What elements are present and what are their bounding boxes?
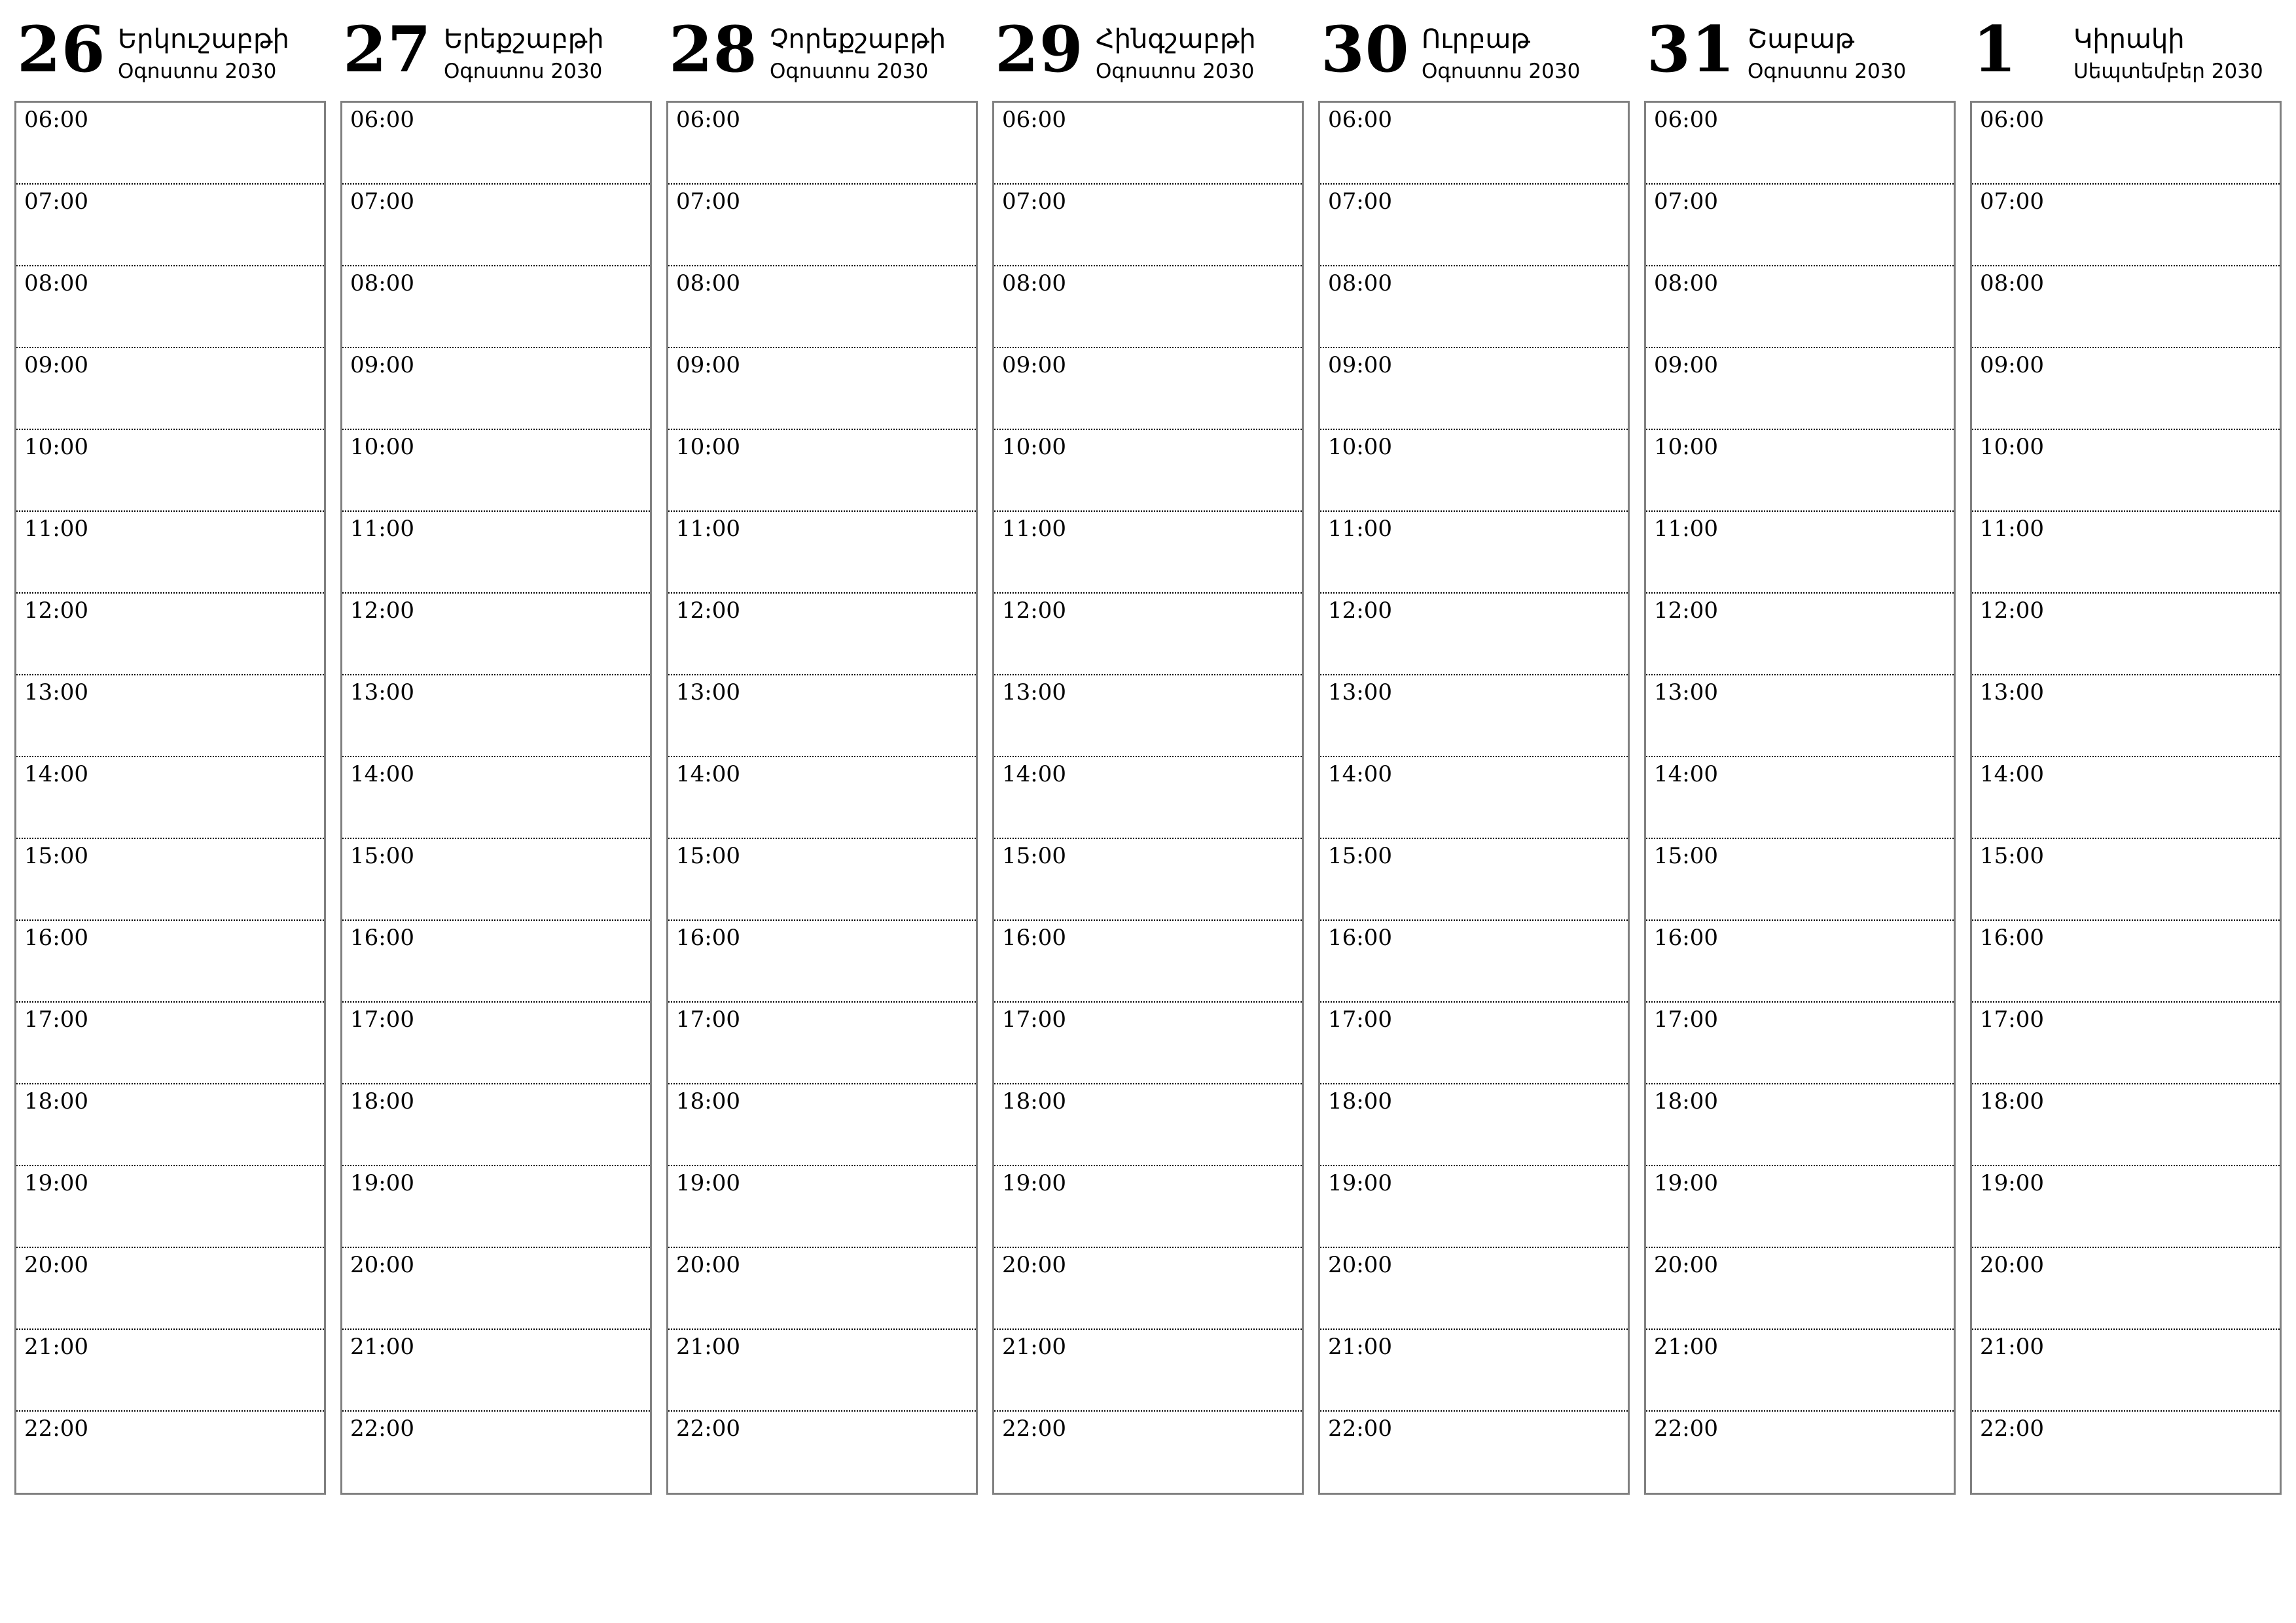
time-label: 11:00 bbox=[350, 516, 414, 542]
day-column bbox=[1318, 13, 1630, 1499]
time-slot[interactable] bbox=[16, 430, 324, 512]
time-slot[interactable] bbox=[1646, 594, 1954, 675]
time-label: 18:00 bbox=[676, 1088, 740, 1115]
time-label: 13:00 bbox=[676, 679, 740, 705]
time-label: 14:00 bbox=[676, 761, 740, 787]
time-slot[interactable] bbox=[994, 594, 1302, 675]
time-label: 19:00 bbox=[350, 1170, 414, 1196]
weekly-planner bbox=[14, 13, 2283, 1499]
time-label: 18:00 bbox=[1980, 1088, 2044, 1115]
time-slot[interactable] bbox=[342, 103, 650, 185]
time-label: 16:00 bbox=[24, 925, 88, 951]
time-slot[interactable] bbox=[1972, 757, 2280, 839]
time-slot[interactable] bbox=[342, 757, 650, 839]
time-slot[interactable] bbox=[1320, 430, 1628, 512]
time-label: 13:00 bbox=[350, 679, 414, 705]
time-label: 21:00 bbox=[1980, 1334, 2044, 1360]
day-header bbox=[992, 13, 1304, 101]
time-slot[interactable] bbox=[994, 512, 1302, 594]
time-slot[interactable] bbox=[994, 921, 1302, 1003]
time-label: 21:00 bbox=[676, 1334, 740, 1360]
time-label: 13:00 bbox=[1980, 679, 2044, 705]
time-slot[interactable] bbox=[1972, 348, 2280, 430]
day-header bbox=[666, 13, 978, 101]
time-slot[interactable] bbox=[994, 266, 1302, 348]
time-label: 16:00 bbox=[1328, 925, 1392, 951]
time-label: 14:00 bbox=[1654, 761, 1718, 787]
time-slot[interactable] bbox=[994, 348, 1302, 430]
time-label: 21:00 bbox=[1002, 1334, 1066, 1360]
day-name: Կիրակի bbox=[2073, 24, 2185, 54]
time-label: 07:00 bbox=[1980, 188, 2044, 215]
time-slot[interactable] bbox=[342, 430, 650, 512]
time-label: 09:00 bbox=[1328, 352, 1392, 378]
time-label: 12:00 bbox=[1980, 597, 2044, 624]
time-label: 09:00 bbox=[1002, 352, 1066, 378]
time-slot[interactable] bbox=[1972, 675, 2280, 757]
time-slot[interactable] bbox=[1320, 1248, 1628, 1330]
time-slot[interactable] bbox=[994, 1412, 1302, 1493]
time-label: 12:00 bbox=[350, 597, 414, 624]
time-slot[interactable] bbox=[1972, 1003, 2280, 1084]
day-number: 31 bbox=[1647, 12, 1736, 86]
time-slot[interactable] bbox=[1972, 1166, 2280, 1248]
day-name: Երեքշաբթի bbox=[444, 24, 604, 54]
time-label: 19:00 bbox=[1654, 1170, 1718, 1196]
time-slot[interactable] bbox=[668, 1330, 976, 1412]
day-number: 29 bbox=[995, 12, 1084, 86]
time-slot[interactable] bbox=[668, 757, 976, 839]
time-label: 14:00 bbox=[350, 761, 414, 787]
time-slot[interactable] bbox=[16, 103, 324, 185]
time-slot[interactable] bbox=[994, 1003, 1302, 1084]
time-slot[interactable] bbox=[342, 921, 650, 1003]
time-slot[interactable] bbox=[1972, 1248, 2280, 1330]
time-slot[interactable] bbox=[1320, 757, 1628, 839]
time-slot[interactable] bbox=[668, 1248, 976, 1330]
time-label: 07:00 bbox=[24, 188, 88, 215]
time-label: 16:00 bbox=[676, 925, 740, 951]
time-label: 11:00 bbox=[1654, 516, 1718, 542]
time-label: 09:00 bbox=[24, 352, 88, 378]
time-slot[interactable] bbox=[16, 185, 324, 266]
time-label: 15:00 bbox=[676, 843, 740, 869]
time-label: 09:00 bbox=[1980, 352, 2044, 378]
time-slot[interactable] bbox=[16, 1248, 324, 1330]
time-slot[interactable] bbox=[16, 512, 324, 594]
time-slot[interactable] bbox=[16, 1330, 324, 1412]
day-number: 27 bbox=[343, 12, 432, 86]
day-header bbox=[1644, 13, 1956, 101]
time-slot[interactable] bbox=[342, 1003, 650, 1084]
time-slot[interactable] bbox=[16, 1166, 324, 1248]
time-slot[interactable] bbox=[994, 839, 1302, 921]
time-label: 11:00 bbox=[1328, 516, 1392, 542]
time-label: 15:00 bbox=[350, 843, 414, 869]
time-label: 06:00 bbox=[676, 107, 740, 133]
time-slot[interactable] bbox=[994, 757, 1302, 839]
time-slot[interactable] bbox=[1972, 1412, 2280, 1493]
day-month-year: Օգոստոս 2030 bbox=[770, 60, 929, 83]
time-slot[interactable] bbox=[994, 185, 1302, 266]
time-label: 14:00 bbox=[1002, 761, 1066, 787]
time-label: 08:00 bbox=[1328, 270, 1392, 296]
time-slot[interactable] bbox=[1972, 1330, 2280, 1412]
time-label: 22:00 bbox=[1002, 1416, 1066, 1442]
time-label: 06:00 bbox=[1002, 107, 1066, 133]
time-slot[interactable] bbox=[1320, 185, 1628, 266]
day-schedule bbox=[14, 101, 326, 1495]
time-label: 19:00 bbox=[1980, 1170, 2044, 1196]
time-slot[interactable] bbox=[342, 1084, 650, 1166]
time-label: 08:00 bbox=[24, 270, 88, 296]
time-label: 18:00 bbox=[1654, 1088, 1718, 1115]
time-label: 16:00 bbox=[1654, 925, 1718, 951]
time-slot[interactable] bbox=[668, 1084, 976, 1166]
time-label: 17:00 bbox=[24, 1007, 88, 1033]
time-label: 14:00 bbox=[24, 761, 88, 787]
time-label: 20:00 bbox=[24, 1252, 88, 1278]
time-slot[interactable] bbox=[342, 594, 650, 675]
day-month-year: Օգոստոս 2030 bbox=[1748, 60, 1907, 83]
time-slot[interactable] bbox=[1646, 1084, 1954, 1166]
time-slot[interactable] bbox=[668, 675, 976, 757]
time-label: 17:00 bbox=[350, 1007, 414, 1033]
time-label: 13:00 bbox=[24, 679, 88, 705]
time-slot[interactable] bbox=[16, 266, 324, 348]
time-label: 18:00 bbox=[350, 1088, 414, 1115]
time-label: 19:00 bbox=[1328, 1170, 1392, 1196]
time-label: 22:00 bbox=[1328, 1416, 1392, 1442]
time-slot[interactable] bbox=[1646, 512, 1954, 594]
time-slot[interactable] bbox=[668, 921, 976, 1003]
time-slot[interactable] bbox=[1320, 594, 1628, 675]
day-schedule bbox=[666, 101, 978, 1495]
time-slot[interactable] bbox=[1646, 1330, 1954, 1412]
time-label: 21:00 bbox=[350, 1334, 414, 1360]
time-slot[interactable] bbox=[668, 103, 976, 185]
time-label: 07:00 bbox=[1002, 188, 1066, 215]
day-column bbox=[340, 13, 652, 1499]
time-slot[interactable] bbox=[342, 266, 650, 348]
time-label: 12:00 bbox=[1328, 597, 1392, 624]
time-slot[interactable] bbox=[1972, 594, 2280, 675]
time-slot[interactable] bbox=[1646, 1412, 1954, 1493]
time-slot[interactable] bbox=[1972, 839, 2280, 921]
time-slot[interactable] bbox=[1646, 757, 1954, 839]
day-number: 30 bbox=[1321, 12, 1410, 86]
time-label: 08:00 bbox=[1654, 270, 1718, 296]
time-label: 21:00 bbox=[24, 1334, 88, 1360]
time-label: 22:00 bbox=[24, 1416, 88, 1442]
time-slot[interactable] bbox=[1320, 839, 1628, 921]
day-column bbox=[992, 13, 1304, 1499]
time-label: 15:00 bbox=[24, 843, 88, 869]
time-label: 19:00 bbox=[24, 1170, 88, 1196]
time-label: 06:00 bbox=[1328, 107, 1392, 133]
day-column bbox=[1970, 13, 2282, 1499]
time-label: 19:00 bbox=[676, 1170, 740, 1196]
time-slot[interactable] bbox=[668, 839, 976, 921]
time-label: 09:00 bbox=[676, 352, 740, 378]
time-label: 13:00 bbox=[1002, 679, 1066, 705]
time-label: 13:00 bbox=[1654, 679, 1718, 705]
time-label: 13:00 bbox=[1328, 679, 1392, 705]
time-slot[interactable] bbox=[668, 185, 976, 266]
time-label: 20:00 bbox=[1002, 1252, 1066, 1278]
time-slot[interactable] bbox=[1320, 1166, 1628, 1248]
time-label: 09:00 bbox=[350, 352, 414, 378]
time-slot[interactable] bbox=[668, 1003, 976, 1084]
time-slot[interactable] bbox=[1646, 348, 1954, 430]
time-label: 20:00 bbox=[676, 1252, 740, 1278]
time-slot[interactable] bbox=[16, 1084, 324, 1166]
day-name: Հինգշաբթի bbox=[1096, 24, 1256, 54]
time-label: 07:00 bbox=[350, 188, 414, 215]
time-slot[interactable] bbox=[1972, 103, 2280, 185]
time-slot[interactable] bbox=[1972, 266, 2280, 348]
time-slot[interactable] bbox=[668, 266, 976, 348]
time-slot[interactable] bbox=[994, 1330, 1302, 1412]
time-label: 18:00 bbox=[1002, 1088, 1066, 1115]
time-label: 20:00 bbox=[1328, 1252, 1392, 1278]
time-slot[interactable] bbox=[342, 1330, 650, 1412]
time-slot[interactable] bbox=[16, 1003, 324, 1084]
time-label: 17:00 bbox=[1654, 1007, 1718, 1033]
time-slot[interactable] bbox=[16, 757, 324, 839]
time-label: 11:00 bbox=[24, 516, 88, 542]
day-schedule bbox=[1644, 101, 1956, 1495]
time-slot[interactable] bbox=[668, 348, 976, 430]
time-label: 17:00 bbox=[676, 1007, 740, 1033]
time-label: 17:00 bbox=[1980, 1007, 2044, 1033]
time-slot[interactable] bbox=[1320, 512, 1628, 594]
time-label: 10:00 bbox=[1328, 434, 1392, 460]
time-label: 08:00 bbox=[350, 270, 414, 296]
time-slot[interactable] bbox=[668, 1166, 976, 1248]
time-slot[interactable] bbox=[994, 1166, 1302, 1248]
day-column bbox=[1644, 13, 1956, 1499]
time-slot[interactable] bbox=[16, 921, 324, 1003]
time-slot[interactable] bbox=[342, 185, 650, 266]
day-schedule bbox=[1318, 101, 1630, 1495]
time-label: 10:00 bbox=[350, 434, 414, 460]
time-slot[interactable] bbox=[1646, 675, 1954, 757]
time-label: 15:00 bbox=[1328, 843, 1392, 869]
time-label: 06:00 bbox=[1654, 107, 1718, 133]
time-slot[interactable] bbox=[1320, 675, 1628, 757]
time-slot[interactable] bbox=[342, 348, 650, 430]
time-slot[interactable] bbox=[1972, 921, 2280, 1003]
time-label: 07:00 bbox=[1328, 188, 1392, 215]
time-slot[interactable] bbox=[1646, 185, 1954, 266]
day-month-year: Օգոստոս 2030 bbox=[1422, 60, 1581, 83]
time-slot[interactable] bbox=[668, 594, 976, 675]
time-slot[interactable] bbox=[342, 1248, 650, 1330]
time-label: 22:00 bbox=[1654, 1416, 1718, 1442]
time-label: 18:00 bbox=[1328, 1088, 1392, 1115]
day-header bbox=[340, 13, 652, 101]
time-slot[interactable] bbox=[1646, 839, 1954, 921]
time-slot[interactable] bbox=[1646, 430, 1954, 512]
day-column bbox=[14, 13, 326, 1499]
time-label: 08:00 bbox=[1980, 270, 2044, 296]
time-label: 16:00 bbox=[350, 925, 414, 951]
time-slot[interactable] bbox=[16, 675, 324, 757]
time-slot[interactable] bbox=[1320, 1084, 1628, 1166]
time-slot[interactable] bbox=[1320, 921, 1628, 1003]
time-label: 12:00 bbox=[1002, 597, 1066, 624]
time-label: 07:00 bbox=[1654, 188, 1718, 215]
time-slot[interactable] bbox=[1972, 1084, 2280, 1166]
time-label: 12:00 bbox=[676, 597, 740, 624]
time-label: 18:00 bbox=[24, 1088, 88, 1115]
day-number: 28 bbox=[669, 12, 758, 86]
time-label: 17:00 bbox=[1002, 1007, 1066, 1033]
time-label: 11:00 bbox=[1002, 516, 1066, 542]
time-slot[interactable] bbox=[1646, 103, 1954, 185]
time-slot[interactable] bbox=[1972, 185, 2280, 266]
day-column bbox=[666, 13, 978, 1499]
day-month-year: Օգոստոս 2030 bbox=[444, 60, 603, 83]
time-label: 19:00 bbox=[1002, 1170, 1066, 1196]
day-header bbox=[14, 13, 326, 101]
time-slot[interactable] bbox=[1320, 348, 1628, 430]
time-slot[interactable] bbox=[342, 1412, 650, 1493]
time-label: 10:00 bbox=[1654, 434, 1718, 460]
time-label: 14:00 bbox=[1328, 761, 1392, 787]
time-slot[interactable] bbox=[16, 348, 324, 430]
day-month-year: Օգոստոս 2030 bbox=[1096, 60, 1255, 83]
time-label: 15:00 bbox=[1980, 843, 2044, 869]
time-label: 22:00 bbox=[1980, 1416, 2044, 1442]
time-label: 22:00 bbox=[350, 1416, 414, 1442]
time-slot[interactable] bbox=[1320, 103, 1628, 185]
time-label: 10:00 bbox=[676, 434, 740, 460]
time-label: 06:00 bbox=[24, 107, 88, 133]
time-slot[interactable] bbox=[342, 1166, 650, 1248]
time-slot[interactable] bbox=[16, 594, 324, 675]
time-slot[interactable] bbox=[1646, 1166, 1954, 1248]
time-label: 21:00 bbox=[1654, 1334, 1718, 1360]
time-label: 10:00 bbox=[1002, 434, 1066, 460]
day-schedule bbox=[340, 101, 652, 1495]
time-slot[interactable] bbox=[1972, 512, 2280, 594]
time-slot[interactable] bbox=[342, 512, 650, 594]
day-schedule bbox=[992, 101, 1304, 1495]
day-schedule bbox=[1970, 101, 2282, 1495]
day-name: Շաբաթ bbox=[1748, 24, 1855, 54]
day-month-year: Սեպտեմբեր 2030 bbox=[2073, 60, 2263, 83]
time-label: 15:00 bbox=[1654, 843, 1718, 869]
time-slot[interactable] bbox=[668, 430, 976, 512]
time-label: 07:00 bbox=[676, 188, 740, 215]
time-slot[interactable] bbox=[1320, 1003, 1628, 1084]
time-slot[interactable] bbox=[668, 1412, 976, 1493]
time-label: 17:00 bbox=[1328, 1007, 1392, 1033]
time-label: 12:00 bbox=[24, 597, 88, 624]
time-label: 15:00 bbox=[1002, 843, 1066, 869]
day-name: Ուրբաթ bbox=[1422, 24, 1530, 54]
time-slot[interactable] bbox=[994, 1248, 1302, 1330]
time-slot[interactable] bbox=[668, 512, 976, 594]
time-slot[interactable] bbox=[994, 103, 1302, 185]
time-label: 11:00 bbox=[676, 516, 740, 542]
time-slot[interactable] bbox=[342, 675, 650, 757]
time-slot[interactable] bbox=[1972, 430, 2280, 512]
time-slot[interactable] bbox=[994, 675, 1302, 757]
time-slot[interactable] bbox=[994, 430, 1302, 512]
day-month-year: Օգոստոս 2030 bbox=[118, 60, 277, 83]
time-slot[interactable] bbox=[1320, 1412, 1628, 1493]
time-label: 09:00 bbox=[1654, 352, 1718, 378]
time-label: 20:00 bbox=[1654, 1252, 1718, 1278]
time-slot[interactable] bbox=[342, 839, 650, 921]
time-label: 22:00 bbox=[676, 1416, 740, 1442]
time-label: 16:00 bbox=[1002, 925, 1066, 951]
time-label: 20:00 bbox=[350, 1252, 414, 1278]
time-slot[interactable] bbox=[16, 839, 324, 921]
day-name: Երկուշաբթի bbox=[118, 24, 289, 54]
day-number: 26 bbox=[17, 12, 106, 86]
time-label: 08:00 bbox=[676, 270, 740, 296]
time-label: 10:00 bbox=[1980, 434, 2044, 460]
time-slot[interactable] bbox=[1646, 1003, 1954, 1084]
day-header bbox=[1970, 13, 2282, 101]
time-label: 11:00 bbox=[1980, 516, 2044, 542]
time-label: 21:00 bbox=[1328, 1334, 1392, 1360]
time-slot[interactable] bbox=[16, 1412, 324, 1493]
day-number: 1 bbox=[1973, 12, 2017, 86]
time-slot[interactable] bbox=[994, 1084, 1302, 1166]
day-name: Չորեքշաբթի bbox=[770, 24, 946, 54]
time-slot[interactable] bbox=[1646, 266, 1954, 348]
time-label: 14:00 bbox=[1980, 761, 2044, 787]
time-slot[interactable] bbox=[1320, 1330, 1628, 1412]
time-label: 16:00 bbox=[1980, 925, 2044, 951]
time-slot[interactable] bbox=[1320, 266, 1628, 348]
time-slot[interactable] bbox=[1646, 921, 1954, 1003]
time-slot[interactable] bbox=[1646, 1248, 1954, 1330]
time-label: 08:00 bbox=[1002, 270, 1066, 296]
time-label: 12:00 bbox=[1654, 597, 1718, 624]
time-label: 10:00 bbox=[24, 434, 88, 460]
time-label: 06:00 bbox=[1980, 107, 2044, 133]
day-header bbox=[1318, 13, 1630, 101]
time-label: 20:00 bbox=[1980, 1252, 2044, 1278]
time-label: 06:00 bbox=[350, 107, 414, 133]
